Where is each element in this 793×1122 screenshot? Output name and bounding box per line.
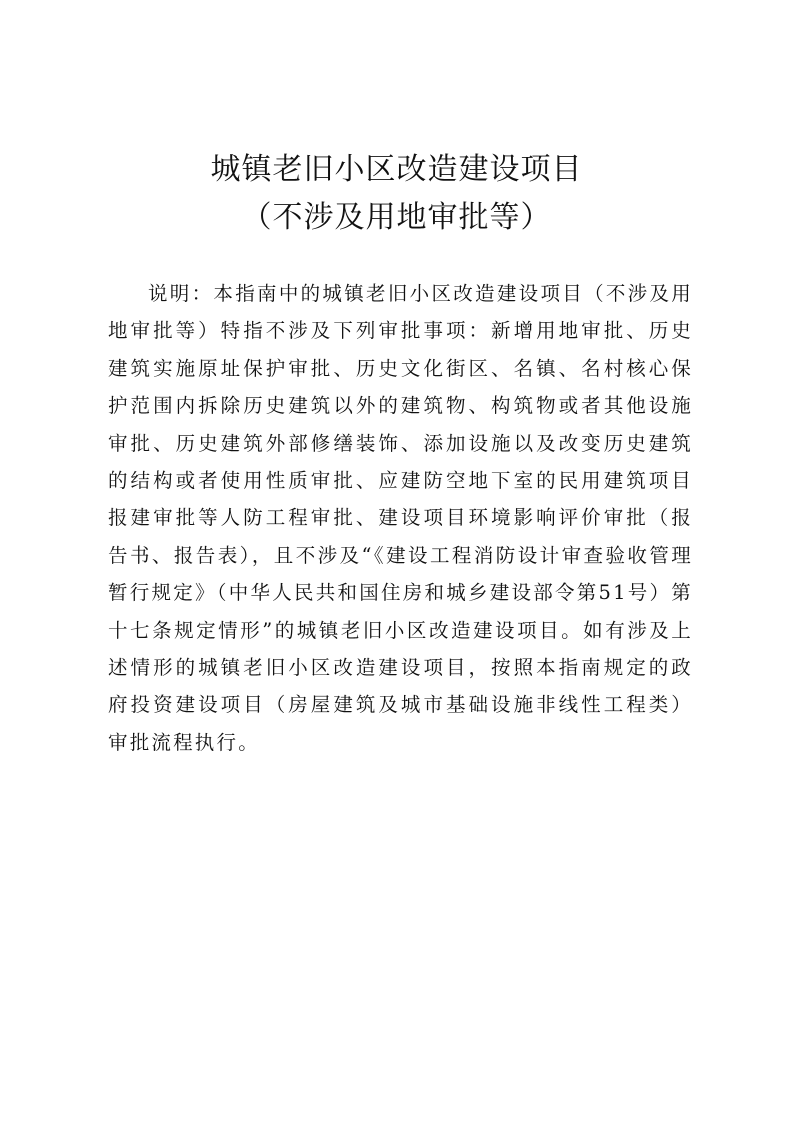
title-line-2: （不涉及用地审批等） <box>241 200 552 235</box>
title-line-1: 城镇老旧小区改造建设项目 <box>210 152 583 187</box>
explanation-paragraph: 说明：本指南中的城镇老旧小区改造建设项目（不涉及用地审批等）特指不涉及下列审批事项：新增用地审批、历史建筑实施原址保护审批、历史文化街区、名镇、名村核心保护范围内拆除历史建筑以外的建筑物、构筑物或者其他设施审批、历史建筑外部修缮装饰、添加设施以及改变历史建筑的结构或者使用性质审批、应建防空地下室的民用建筑项目报建审批等人防工程审批、建设项目环境影响评价审批（报告书、报告表），且不涉及“《建设工程消防设计审查验收管理暂行规定》（中华人民共和国住房和城乡建设部令第51号）第十七条规定情形”的城镇老旧小区改造建设项目。如有涉及上述情形的城镇老旧小区改造建设项目，按照本指南规定的政府投资建设项目（房屋建筑及城市基础设施非线性工程类）审批流程执行。 <box>108 282 693 754</box>
document-title <box>0 146 793 242</box>
